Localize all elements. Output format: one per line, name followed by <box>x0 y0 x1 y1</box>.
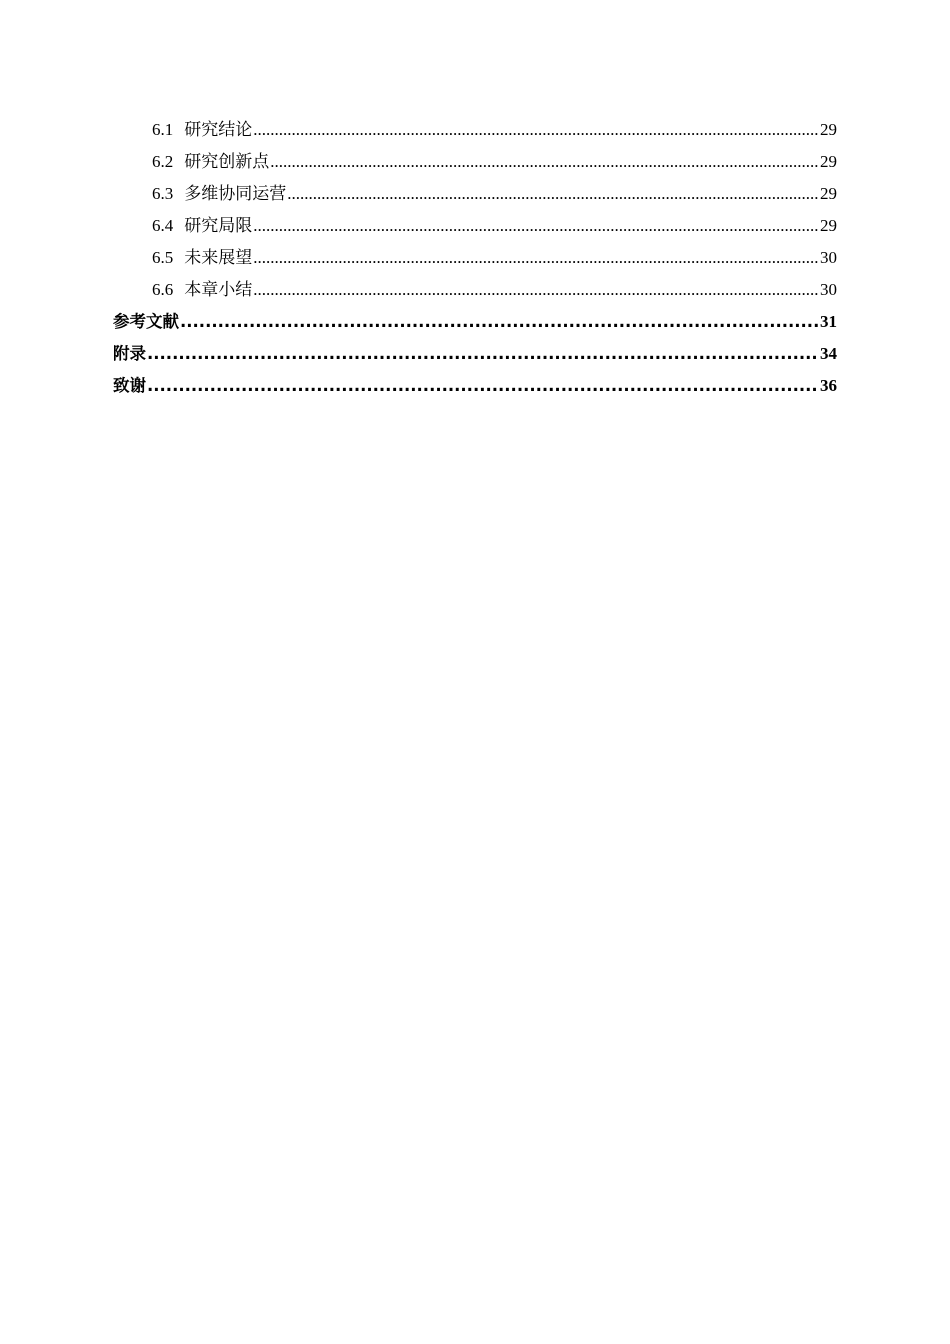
toc-dot-leader <box>147 338 819 370</box>
toc-entry-page: 30 <box>820 280 837 299</box>
toc-entry-appendix[interactable] <box>113 338 837 370</box>
toc-entry-number: 6.5 <box>152 248 174 267</box>
toc-entry-title: 研究结论 <box>184 120 253 139</box>
toc-dot-leader <box>253 114 819 146</box>
toc-entry-6-2[interactable] <box>113 146 837 178</box>
toc-entry-6-4[interactable] <box>113 210 837 242</box>
toc-dot-leader <box>253 242 819 274</box>
toc-entry-6-6[interactable] <box>113 274 837 306</box>
toc-entry-page: 29 <box>820 216 837 235</box>
toc-entry-number: 6.1 <box>152 120 174 139</box>
toc-dot-leader <box>147 370 819 402</box>
toc-entry-6-5[interactable] <box>113 242 837 274</box>
toc-entry-page: 30 <box>820 248 837 267</box>
toc-entry-number: 6.4 <box>152 216 174 235</box>
toc-entry-6-1[interactable] <box>113 114 837 146</box>
table-of-contents <box>113 114 837 402</box>
toc-entry-page: 36 <box>820 376 837 395</box>
toc-entry-6-3[interactable] <box>113 178 837 210</box>
toc-entry-number: 6.6 <box>152 280 174 299</box>
toc-entry-title: 研究创新点 <box>184 152 270 171</box>
toc-dot-leader <box>287 178 819 210</box>
toc-dot-leader <box>270 146 819 178</box>
toc-entry-page: 29 <box>820 120 837 139</box>
toc-entry-title: 参考文献 <box>113 312 179 331</box>
toc-entry-title: 附录 <box>113 344 146 363</box>
toc-entry-title: 未来展望 <box>184 248 253 267</box>
toc-entry-page: 34 <box>820 344 837 363</box>
toc-dot-leader <box>253 274 819 306</box>
toc-entry-references[interactable] <box>113 306 837 338</box>
toc-entry-page: 29 <box>820 184 837 203</box>
toc-entry-title: 本章小结 <box>184 280 253 299</box>
toc-dot-leader <box>253 210 819 242</box>
toc-entry-title: 致谢 <box>113 376 146 395</box>
toc-entry-number: 6.3 <box>152 184 174 203</box>
toc-entry-page: 29 <box>820 152 837 171</box>
toc-entry-number: 6.2 <box>152 152 174 171</box>
toc-entry-page: 31 <box>820 312 837 331</box>
toc-dot-leader <box>180 306 819 338</box>
toc-entry-title: 研究局限 <box>184 216 253 235</box>
toc-entry-acknowledgements[interactable] <box>113 370 837 402</box>
toc-entry-title: 多维协同运营 <box>184 184 287 203</box>
